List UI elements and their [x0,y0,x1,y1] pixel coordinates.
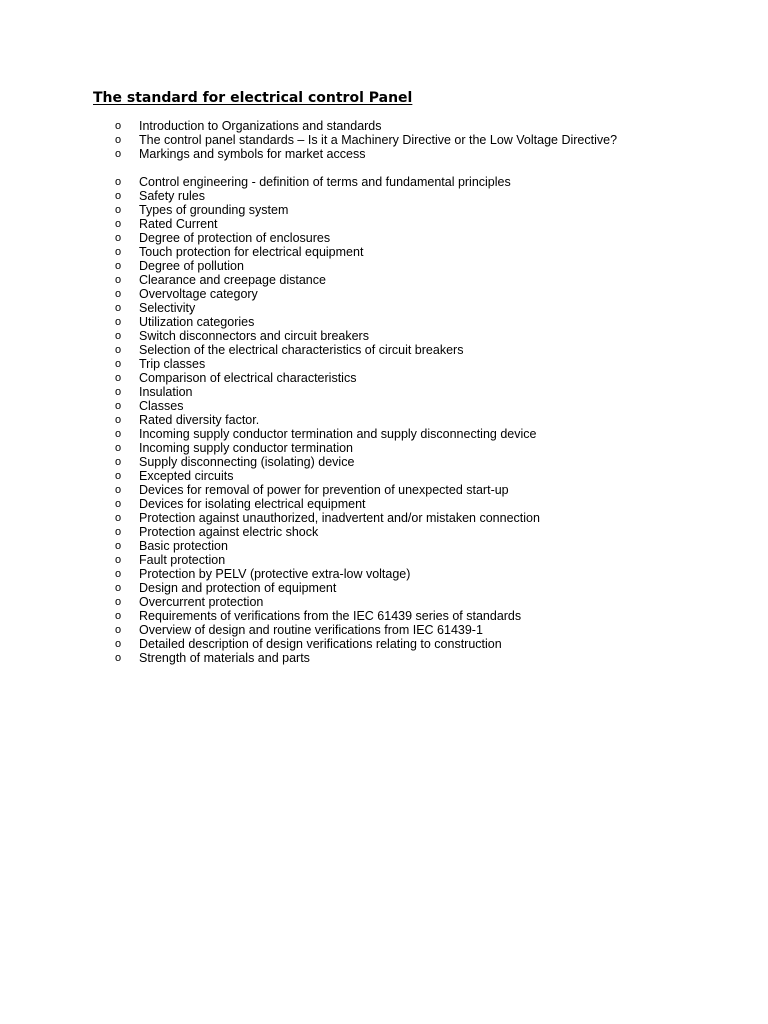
bullet-marker: o [115,582,122,594]
list-item [115,301,540,315]
bullet-marker: o [115,638,122,650]
list-item-text: Switch disconnectors and circuit breakers [139,329,369,343]
list-item-text: Requirements of verifications from the IEC 61439 series of standards [139,609,522,623]
list-item [115,553,540,567]
list-item-text: The control panel standards – Is it a Machinery Directive or the Low Voltage Directive? [139,133,618,147]
list-item [115,175,540,189]
list-item [115,231,540,245]
list-item-text: Fault protection [139,553,226,567]
list-item [115,343,540,357]
bullet-marker: o [115,148,122,160]
bullet-marker: o [115,358,122,370]
list-item [115,651,540,665]
list-item-text: Degree of pollution [139,259,244,273]
bullet-marker: o [115,526,122,538]
list-item [115,497,540,511]
list-item-text: Rated diversity factor. [139,413,260,427]
bullet-marker: o [115,302,122,314]
list-item [115,469,540,483]
list-item [115,259,540,273]
bullet-marker: o [115,120,122,132]
list-item-text: Utilization categories [139,315,255,329]
list-item [115,539,540,553]
list-item [115,287,540,301]
list-item-text: Strength of materials and parts [139,651,310,665]
bullet-marker: o [115,428,122,440]
bullet-marker: o [115,330,122,342]
list-item-text: Control engineering - definition of terms and fundamental principles [139,175,511,189]
list-item-text: Selectivity [139,301,196,315]
list-item-text: Devices for removal of power for prevention of unexpected start-up [139,483,509,497]
bullet-marker: o [115,372,122,384]
list-item [115,273,540,287]
list-item [115,399,540,413]
list-item [115,315,540,329]
list-item-text: Introduction to Organizations and standards [139,119,382,133]
list-item [115,147,617,161]
list-item-text: Basic protection [139,539,228,553]
list-item [115,637,540,651]
list-item [115,189,540,203]
list-item-text: Protection against unauthorized, inadvertent and/or mistaken connection [139,511,540,525]
bullet-marker: o [115,400,122,412]
list-item-text: Selection of the electrical characteristics of circuit breakers [139,343,464,357]
list-item-text: Supply disconnecting (isolating) device [139,455,355,469]
list-item-text: Design and protection of equipment [139,581,337,595]
list-item [115,329,540,343]
topic-list-intro [115,119,617,161]
list-item [115,427,540,441]
list-item-text: Comparison of electrical characteristics [139,371,357,385]
list-item-text: Detailed description of design verifications relating to construction [139,637,502,651]
list-item [115,119,617,133]
bullet-marker: o [115,484,122,496]
bullet-marker: o [115,386,122,398]
bullet-marker: o [115,470,122,482]
list-item-text: Overview of design and routine verifications from IEC 61439-1 [139,623,483,637]
bullet-marker: o [115,512,122,524]
list-item-text: Devices for isolating electrical equipment [139,497,366,511]
bullet-marker: o [115,610,122,622]
list-item-text: Markings and symbols for market access [139,147,366,161]
list-item-text: Trip classes [139,357,206,371]
list-item [115,357,540,371]
list-item [115,455,540,469]
list-item [115,413,540,427]
bullet-marker: o [115,134,122,146]
list-item [115,595,540,609]
bullet-marker: o [115,316,122,328]
list-item-text: Touch protection for electrical equipment [139,245,364,259]
list-item [115,133,617,147]
list-item [115,525,540,539]
list-item [115,483,540,497]
bullet-marker: o [115,456,122,468]
list-item [115,609,540,623]
list-item-text: Clearance and creepage distance [139,273,326,287]
bullet-marker: o [115,218,122,230]
list-item-text: Types of grounding system [139,203,289,217]
bullet-marker: o [115,260,122,272]
bullet-marker: o [115,176,122,188]
bullet-marker: o [115,274,122,286]
bullet-marker: o [115,540,122,552]
bullet-marker: o [115,414,122,426]
bullet-marker: o [115,624,122,636]
list-item [115,581,540,595]
list-item [115,245,540,259]
list-item-text: Degree of protection of enclosures [139,231,331,245]
list-item-text: Insulation [139,385,193,399]
bullet-marker: o [115,652,122,664]
bullet-marker: o [115,596,122,608]
list-item-text: Incoming supply conductor termination [139,441,354,455]
bullet-marker: o [115,246,122,258]
topic-list-main [115,175,540,665]
list-item-text: Overcurrent protection [139,595,264,609]
bullet-marker: o [115,232,122,244]
bullet-marker: o [115,344,122,356]
bullet-marker: o [115,442,122,454]
document-title: The standard for electrical control Panel [93,90,413,106]
bullet-marker: o [115,204,122,216]
list-item [115,567,540,581]
list-item-text: Rated Current [139,217,218,231]
list-item [115,385,540,399]
list-item-text: Excepted circuits [139,469,234,483]
bullet-marker: o [115,288,122,300]
list-item [115,441,540,455]
list-item-text: Incoming supply conductor termination and supply disconnecting device [139,427,537,441]
list-item-text: Protection by PELV (protective extra-low voltage) [139,567,411,581]
list-item-text: Classes [139,399,184,413]
bullet-marker: o [115,498,122,510]
bullet-marker: o [115,568,122,580]
list-item [115,203,540,217]
bullet-marker: o [115,554,122,566]
list-item [115,371,540,385]
list-item [115,623,540,637]
list-item-text: Protection against electric shock [139,525,319,539]
list-item-text: Overvoltage category [139,287,258,301]
list-item [115,217,540,231]
bullet-marker: o [115,190,122,202]
list-item [115,511,540,525]
list-item-text: Safety rules [139,189,206,203]
